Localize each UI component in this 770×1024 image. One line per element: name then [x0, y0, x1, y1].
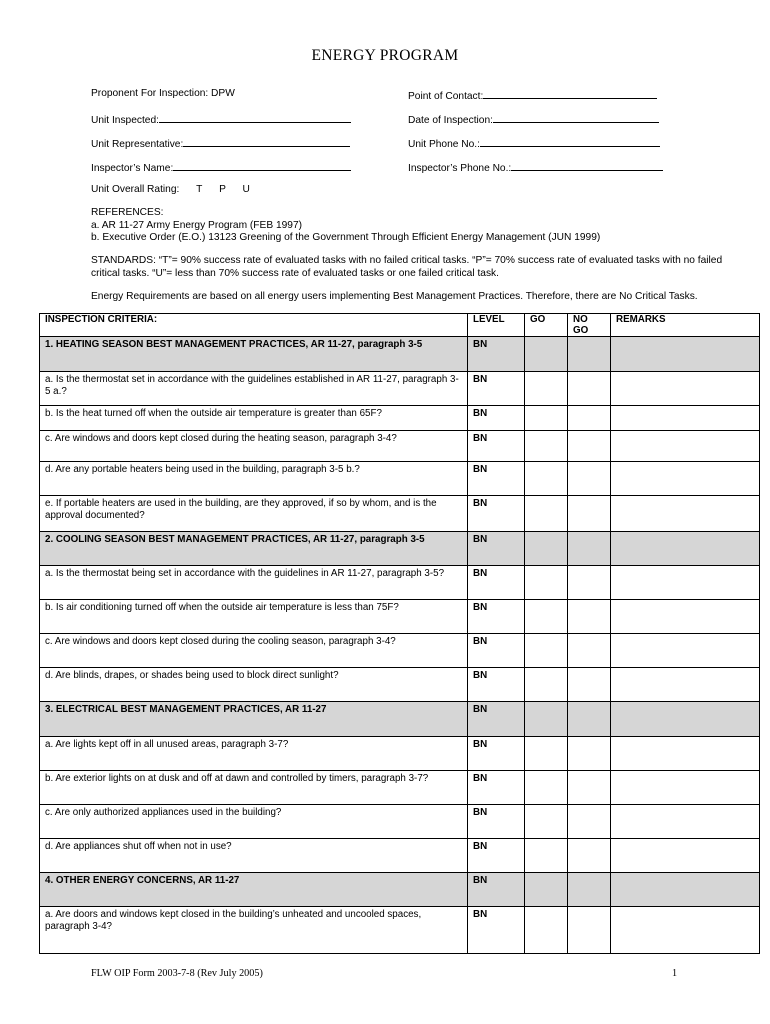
level-cell: BN: [468, 668, 525, 702]
table-row: [40, 771, 760, 805]
table-row: [40, 600, 760, 634]
unit-representative-label: Unit Representative:: [91, 139, 184, 150]
table-header-row: [40, 314, 760, 337]
no-go-cell[interactable]: [568, 462, 611, 496]
inspector-phone-label: Inspector’s Phone No.:: [408, 163, 512, 174]
inspector-phone-line[interactable]: [511, 160, 663, 171]
unit-representative-field[interactable]: [91, 136, 350, 150]
criteria-cell: c. Are windows and doors kept closed during the cooling season, paragraph 3-4?: [40, 634, 468, 668]
remarks-cell[interactable]: [611, 873, 760, 907]
table-row: [40, 372, 760, 406]
no-go-cell[interactable]: [568, 600, 611, 634]
remarks-cell[interactable]: [611, 406, 760, 431]
no-go-cell[interactable]: [568, 873, 611, 907]
criteria-cell: a. Are doors and windows kept closed in the building’s unheated and uncooled spaces, paragraph 3-4?: [40, 907, 468, 954]
table-row: [40, 496, 760, 532]
criteria-cell: c. Are only authorized appliances used in the building?: [40, 805, 468, 839]
table-row: [40, 668, 760, 702]
criteria-cell: a. Are lights kept off in all unused areas, paragraph 3-7?: [40, 737, 468, 771]
reference-b: b. Executive Order (E.O.) 13123 Greening of the Government Through Efficient Energy Management (JUN 1999): [91, 232, 601, 243]
no-go-cell[interactable]: [568, 907, 611, 954]
references: [91, 207, 600, 245]
go-cell[interactable]: [525, 839, 568, 873]
level-cell: BN: [468, 702, 525, 737]
go-cell[interactable]: [525, 462, 568, 496]
go-cell[interactable]: [525, 702, 568, 737]
no-go-cell[interactable]: [568, 496, 611, 532]
table-row: [40, 462, 760, 496]
criteria-cell: 4. OTHER ENERGY CONCERNS, AR 11-27: [40, 873, 468, 907]
remarks-cell[interactable]: [611, 702, 760, 737]
remarks-cell[interactable]: [611, 634, 760, 668]
proponent-label: Proponent For Inspection: DPW: [91, 88, 235, 99]
go-cell[interactable]: [525, 668, 568, 702]
inspector-name-line[interactable]: [173, 160, 351, 171]
rating-option-p[interactable]: P: [219, 184, 226, 195]
inspection-criteria-table: [39, 313, 760, 954]
remarks-cell[interactable]: [611, 337, 760, 372]
level-cell: BN: [468, 372, 525, 406]
table-row: [40, 431, 760, 462]
remarks-cell[interactable]: [611, 496, 760, 532]
go-cell[interactable]: [525, 737, 568, 771]
remarks-cell[interactable]: [611, 600, 760, 634]
date-of-inspection-line[interactable]: [493, 112, 659, 123]
go-cell[interactable]: [525, 873, 568, 907]
section-row: [40, 702, 760, 737]
table-row: [40, 566, 760, 600]
no-go-cell[interactable]: [568, 532, 611, 566]
criteria-cell: e. If portable heaters are used in the building, are they approved, if so by whom, and is the approval documented?: [40, 496, 468, 532]
inspector-name-label: Inspector’s Name:: [91, 163, 174, 174]
criteria-cell: c. Are windows and doors kept closed during the heating season, paragraph 3-4?: [40, 431, 468, 462]
unit-inspected-label: Unit Inspected:: [91, 115, 159, 126]
level-cell: BN: [468, 873, 525, 907]
remarks-cell[interactable]: [611, 805, 760, 839]
go-cell[interactable]: [525, 372, 568, 406]
level-cell: BN: [468, 600, 525, 634]
go-cell[interactable]: [525, 406, 568, 431]
table-row: [40, 737, 760, 771]
remarks-cell[interactable]: [611, 431, 760, 462]
level-cell: BN: [468, 839, 525, 873]
point-of-contact-field[interactable]: [408, 88, 657, 102]
no-go-cell[interactable]: [568, 634, 611, 668]
go-cell[interactable]: [525, 634, 568, 668]
level-cell: BN: [468, 805, 525, 839]
section-row: [40, 337, 760, 372]
go-cell[interactable]: [525, 805, 568, 839]
remarks-cell[interactable]: [611, 668, 760, 702]
go-cell[interactable]: [525, 532, 568, 566]
unit-phone-field[interactable]: [408, 136, 660, 150]
remarks-cell[interactable]: [611, 839, 760, 873]
table-row: [40, 907, 760, 954]
header-criteria: INSPECTION CRITERIA:: [40, 314, 468, 337]
no-go-cell[interactable]: [568, 771, 611, 805]
unit-phone-label: Unit Phone No.:: [408, 139, 480, 150]
date-of-inspection-field[interactable]: [408, 112, 659, 126]
level-cell: BN: [468, 496, 525, 532]
section-row: [40, 873, 760, 907]
remarks-cell[interactable]: [611, 771, 760, 805]
criteria-cell: d. Are appliances shut off when not in use?: [40, 839, 468, 873]
level-cell: BN: [468, 462, 525, 496]
criteria-cell: a. Is the thermostat being set in accordance with the guidelines in AR 11-27, paragraph 3-5?: [40, 566, 468, 600]
header-level: LEVEL: [468, 314, 525, 337]
no-go-cell[interactable]: [568, 372, 611, 406]
no-go-cell[interactable]: [568, 805, 611, 839]
no-go-cell[interactable]: [568, 337, 611, 372]
no-go-cell[interactable]: [568, 702, 611, 737]
no-go-cell[interactable]: [568, 668, 611, 702]
go-cell[interactable]: [525, 771, 568, 805]
criteria-cell: b. Is the heat turned off when the outside air temperature is greater than 65F?: [40, 406, 468, 431]
remarks-cell[interactable]: [611, 532, 760, 566]
go-cell[interactable]: [525, 496, 568, 532]
go-cell[interactable]: [525, 431, 568, 462]
form-number: FLW OIP Form 2003-7-8 (Rev July 2005): [91, 968, 263, 979]
criteria-cell: 2. COOLING SEASON BEST MANAGEMENT PRACTICES, AR 11-27, paragraph 3-5: [40, 532, 468, 566]
no-go-cell[interactable]: [568, 406, 611, 431]
header-go: GO: [525, 314, 568, 337]
remarks-cell[interactable]: [611, 737, 760, 771]
unit-inspected-line[interactable]: [159, 112, 351, 123]
level-cell: BN: [468, 431, 525, 462]
criteria-cell: a. Is the thermostat set in accordance with the guidelines established in AR 11-27, paragraph 3-5 a.?: [40, 372, 468, 406]
rating-option-u[interactable]: U: [242, 184, 250, 195]
unit-representative-line[interactable]: [183, 136, 350, 147]
point-of-contact-line[interactable]: [483, 88, 657, 99]
remarks-cell[interactable]: [611, 907, 760, 954]
table-row: [40, 406, 760, 431]
criteria-cell: d. Are blinds, drapes, or shades being used to block direct sunlight?: [40, 668, 468, 702]
remarks-cell[interactable]: [611, 372, 760, 406]
rating-option-t[interactable]: T: [196, 184, 203, 195]
remarks-cell[interactable]: [611, 566, 760, 600]
go-cell[interactable]: [525, 337, 568, 372]
unit-phone-line[interactable]: [480, 136, 660, 147]
level-cell: BN: [468, 771, 525, 805]
criteria-cell: b. Are exterior lights on at dusk and off at dawn and controlled by timers, paragraph 3-7?: [40, 771, 468, 805]
level-cell: BN: [468, 337, 525, 372]
references-heading: REFERENCES:: [91, 207, 164, 218]
section-row: [40, 532, 760, 566]
criteria-cell: b. Is air conditioning turned off when the outside air temperature is less than 75F?: [40, 600, 468, 634]
table-row: [40, 634, 760, 668]
no-go-cell[interactable]: [568, 431, 611, 462]
no-go-cell[interactable]: [568, 737, 611, 771]
table-row: [40, 839, 760, 873]
no-go-cell[interactable]: [568, 566, 611, 600]
table-row: [40, 805, 760, 839]
header-no-go: NO GO: [568, 314, 611, 337]
date-of-inspection-label: Date of Inspection:: [408, 115, 493, 126]
go-cell[interactable]: [525, 566, 568, 600]
reference-a: a. AR 11-27 Army Energy Program (FEB 1997): [91, 219, 303, 231]
point-of-contact-label: Point of Contact:: [408, 91, 484, 102]
overall-rating: [91, 184, 250, 195]
header-remarks: REMARKS: [611, 314, 760, 337]
level-cell: BN: [468, 532, 525, 566]
unit-inspected-field[interactable]: [91, 112, 351, 126]
level-cell: BN: [468, 566, 525, 600]
go-cell[interactable]: [525, 600, 568, 634]
criteria-cell: d. Are any portable heaters being used in the building, paragraph 3-5 b.?: [40, 462, 468, 496]
energy-requirements-text: Energy Requirements are based on all energy users implementing Best Management Practices. Therefore, there are No Critical Tasks.: [91, 291, 698, 302]
no-go-cell[interactable]: [568, 839, 611, 873]
page-title: ENERGY PROGRAM: [311, 47, 459, 64]
criteria-cell: 3. ELECTRICAL BEST MANAGEMENT PRACTICES, AR 11-27: [40, 702, 468, 737]
inspector-name-field[interactable]: [91, 160, 351, 174]
level-cell: BN: [468, 737, 525, 771]
criteria-cell: 1. HEATING SEASON BEST MANAGEMENT PRACTICES, AR 11-27, paragraph 3-5: [40, 337, 468, 372]
go-cell[interactable]: [525, 907, 568, 954]
proponent-field: [91, 88, 235, 99]
level-cell: BN: [468, 406, 525, 431]
inspector-phone-field[interactable]: [408, 160, 663, 174]
standards-text: STANDARDS: “T”= 90% success rate of evaluated tasks with no failed critical tasks. “P”= 70% success rate of evaluated tasks with no failed critical tasks. “U”= less than 70% success rate of evaluated tasks or one failed critical task.: [91, 255, 723, 279]
page-number: 1: [672, 968, 678, 979]
level-cell: BN: [468, 634, 525, 668]
level-cell: BN: [468, 907, 525, 954]
remarks-cell[interactable]: [611, 462, 760, 496]
overall-rating-label: Unit Overall Rating:: [91, 184, 180, 195]
